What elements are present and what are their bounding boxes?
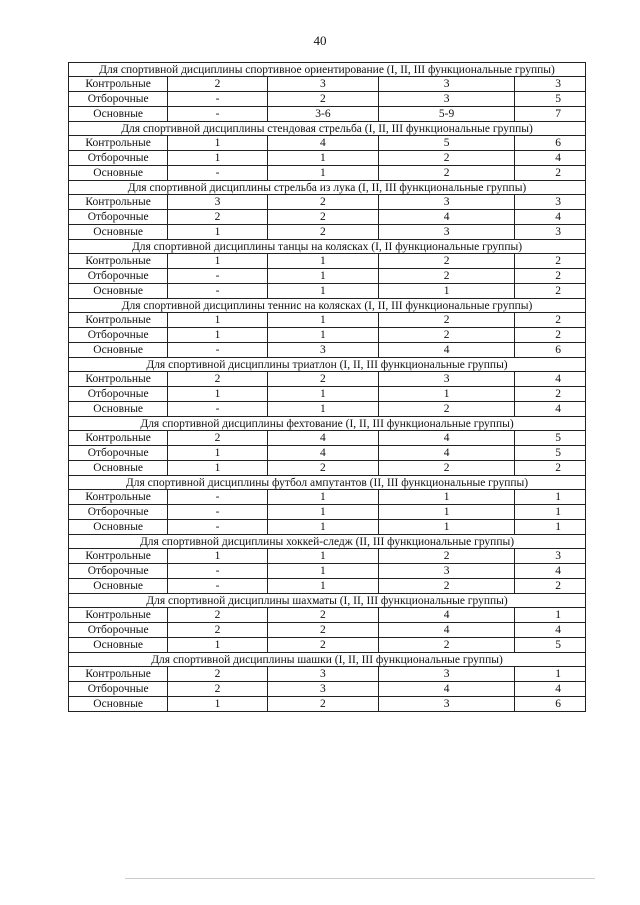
table-row: [69, 446, 586, 461]
table-cell: 2: [168, 623, 267, 638]
table-cell: 5: [514, 431, 585, 446]
table-cell: 1: [267, 313, 379, 328]
table-row: [69, 328, 586, 343]
table-cell: 2: [168, 682, 267, 697]
table-cell: 6: [514, 697, 585, 712]
table-cell: -: [168, 343, 267, 358]
row-label: Основные: [69, 225, 168, 240]
table-row: [69, 682, 586, 697]
table-row: [69, 608, 586, 623]
table-cell: 1: [168, 549, 267, 564]
row-label: Контрольные: [69, 667, 168, 682]
table-cell: 1: [267, 284, 379, 299]
table-cell: 2: [267, 461, 379, 476]
table-cell: 1: [267, 254, 379, 269]
section-header-row: [69, 476, 586, 490]
section-title: Для спортивной дисциплины стендовая стрельба (I, II, III функциональные группы): [69, 122, 586, 136]
table-cell: -: [168, 284, 267, 299]
table-cell: 3: [379, 77, 515, 92]
table-cell: 1: [267, 490, 379, 505]
section-header-row: [69, 122, 586, 136]
section-title: Для спортивной дисциплины танцы на колясках (I, II функциональные группы): [69, 240, 586, 254]
table-cell: 1: [267, 387, 379, 402]
table-cell: 1: [168, 151, 267, 166]
row-label: Отборочные: [69, 505, 168, 520]
table-cell: 3: [168, 195, 267, 210]
table-cell: 4: [514, 210, 585, 225]
row-label: Основные: [69, 638, 168, 653]
table-row: [69, 667, 586, 682]
table-cell: 2: [379, 579, 515, 594]
table-cell: 1: [379, 490, 515, 505]
table-cell: 1: [267, 520, 379, 535]
table-cell: 1: [514, 505, 585, 520]
table-cell: 3: [514, 225, 585, 240]
section-header-row: [69, 299, 586, 313]
table-cell: 2: [168, 210, 267, 225]
row-label: Основные: [69, 579, 168, 594]
table-cell: 2: [379, 151, 515, 166]
table-row: [69, 284, 586, 299]
table-cell: 5: [514, 638, 585, 653]
row-label: Отборочные: [69, 328, 168, 343]
table-cell: 1: [267, 579, 379, 594]
table-cell: 4: [379, 623, 515, 638]
table-cell: 1: [168, 638, 267, 653]
row-label: Контрольные: [69, 195, 168, 210]
table-cell: 3: [379, 195, 515, 210]
row-label: Отборочные: [69, 269, 168, 284]
table-cell: 4: [514, 682, 585, 697]
table-cell: 3: [379, 92, 515, 107]
section-title: Для спортивной дисциплины триатлон (I, II, III функциональные группы): [69, 358, 586, 372]
row-label: Отборочные: [69, 210, 168, 225]
row-label: Контрольные: [69, 490, 168, 505]
table-row: [69, 210, 586, 225]
table-cell: 4: [379, 343, 515, 358]
table-row: [69, 520, 586, 535]
table-row: [69, 136, 586, 151]
table-cell: 1: [514, 490, 585, 505]
row-label: Отборочные: [69, 564, 168, 579]
table-cell: 5-9: [379, 107, 515, 122]
table-cell: 1: [168, 328, 267, 343]
table-cell: -: [168, 107, 267, 122]
table-cell: 1: [514, 608, 585, 623]
table-row: [69, 313, 586, 328]
row-label: Отборочные: [69, 92, 168, 107]
table-cell: 1: [267, 505, 379, 520]
table-body: [69, 63, 586, 712]
table-cell: 2: [514, 254, 585, 269]
table-cell: -: [168, 564, 267, 579]
table-cell: -: [168, 269, 267, 284]
table-cell: 4: [379, 446, 515, 461]
table-row: [69, 343, 586, 358]
table-cell: 1: [379, 387, 515, 402]
table-cell: 2: [514, 284, 585, 299]
section-header-row: [69, 417, 586, 431]
table-cell: 2: [379, 166, 515, 181]
table-cell: 1: [168, 446, 267, 461]
table-cell: 2: [379, 254, 515, 269]
section-header-row: [69, 240, 586, 254]
table-cell: 2: [267, 195, 379, 210]
table-row: [69, 579, 586, 594]
row-label: Контрольные: [69, 549, 168, 564]
table-row: [69, 77, 586, 92]
table-cell: 2: [514, 313, 585, 328]
table-row: [69, 107, 586, 122]
table-cell: 1: [267, 402, 379, 417]
table-cell: 1: [168, 136, 267, 151]
table-cell: 2: [514, 328, 585, 343]
table-row: [69, 195, 586, 210]
table-cell: 4: [267, 431, 379, 446]
table-cell: 2: [267, 623, 379, 638]
table-cell: 1: [267, 549, 379, 564]
table-cell: 5: [379, 136, 515, 151]
table-cell: 3: [379, 564, 515, 579]
section-header-row: [69, 181, 586, 195]
table-cell: 6: [514, 136, 585, 151]
table-cell: 4: [379, 210, 515, 225]
table-row: [69, 151, 586, 166]
table-row: [69, 564, 586, 579]
row-label: Отборочные: [69, 682, 168, 697]
table-cell: 4: [379, 431, 515, 446]
table-row: [69, 638, 586, 653]
table-cell: 2: [168, 372, 267, 387]
table-row: [69, 431, 586, 446]
row-label: Контрольные: [69, 136, 168, 151]
table-cell: 1: [267, 151, 379, 166]
table-cell: 3: [267, 343, 379, 358]
row-label: Отборочные: [69, 387, 168, 402]
table-cell: 3-6: [267, 107, 379, 122]
scan-artifact-line: [125, 878, 595, 879]
section-title: Для спортивной дисциплины шашки (I, II, III функциональные группы): [69, 653, 586, 667]
table-cell: 3: [514, 549, 585, 564]
table-cell: -: [168, 520, 267, 535]
row-label: Основные: [69, 697, 168, 712]
table-cell: 2: [379, 461, 515, 476]
table-cell: 4: [514, 372, 585, 387]
row-label: Отборочные: [69, 446, 168, 461]
table-cell: 4: [267, 446, 379, 461]
table-cell: 7: [514, 107, 585, 122]
section-title: Для спортивной дисциплины стрельба из лука (I, II, III функциональные группы): [69, 181, 586, 195]
table-cell: 2: [267, 92, 379, 107]
table-cell: -: [168, 92, 267, 107]
section-header-row: [69, 535, 586, 549]
table-cell: 2: [267, 372, 379, 387]
table-cell: 1: [514, 520, 585, 535]
table-cell: 2: [379, 269, 515, 284]
table-row: [69, 254, 586, 269]
table-cell: 2: [168, 77, 267, 92]
table-cell: 4: [514, 402, 585, 417]
table-cell: 3: [379, 225, 515, 240]
row-label: Отборочные: [69, 623, 168, 638]
section-header-row: [69, 653, 586, 667]
row-label: Контрольные: [69, 372, 168, 387]
table-row: [69, 166, 586, 181]
table-cell: 1: [379, 284, 515, 299]
table-cell: 3: [379, 372, 515, 387]
table-row: [69, 387, 586, 402]
section-title: Для спортивной дисциплины фехтование (I, II, III функциональные группы): [69, 417, 586, 431]
table-cell: 2: [379, 328, 515, 343]
table-row: [69, 549, 586, 564]
table-cell: 3: [267, 77, 379, 92]
table-cell: 1: [267, 564, 379, 579]
table-cell: 3: [514, 77, 585, 92]
table-cell: 1: [379, 520, 515, 535]
table-cell: 4: [379, 608, 515, 623]
table-cell: 2: [267, 225, 379, 240]
table-cell: 2: [168, 608, 267, 623]
table-cell: 2: [267, 608, 379, 623]
table-cell: 2: [168, 431, 267, 446]
table-cell: 4: [514, 151, 585, 166]
table-cell: 2: [514, 579, 585, 594]
table-cell: 1: [168, 254, 267, 269]
table-row: [69, 697, 586, 712]
section-header-row: [69, 358, 586, 372]
section-title: Для спортивной дисциплины спортивное ориентирование (I, II, III функциональные группы): [69, 63, 586, 77]
table-cell: 2: [267, 697, 379, 712]
table-cell: 1: [168, 387, 267, 402]
row-label: Основные: [69, 343, 168, 358]
row-label: Основные: [69, 520, 168, 535]
table-cell: 1: [168, 225, 267, 240]
table-cell: 6: [514, 343, 585, 358]
table-cell: 1: [267, 269, 379, 284]
table-cell: 2: [267, 210, 379, 225]
section-title: Для спортивной дисциплины шахматы (I, II, III функциональные группы): [69, 594, 586, 608]
table-row: [69, 490, 586, 505]
table-cell: 1: [267, 328, 379, 343]
table-cell: 3: [267, 682, 379, 697]
table-row: [69, 461, 586, 476]
row-label: Основные: [69, 402, 168, 417]
table-cell: 1: [168, 461, 267, 476]
table-row: [69, 505, 586, 520]
table-cell: 1: [168, 697, 267, 712]
table-cell: 1: [168, 313, 267, 328]
table-row: [69, 402, 586, 417]
table-cell: 4: [514, 564, 585, 579]
table-cell: 1: [267, 166, 379, 181]
table-cell: 2: [379, 402, 515, 417]
table-cell: 5: [514, 92, 585, 107]
page-number: 40: [313, 33, 327, 48]
table-cell: 2: [267, 638, 379, 653]
row-label: Контрольные: [69, 313, 168, 328]
section-header-row: [69, 594, 586, 608]
table-cell: 5: [514, 446, 585, 461]
row-label: Контрольные: [69, 254, 168, 269]
row-label: Основные: [69, 461, 168, 476]
table-cell: 2: [379, 638, 515, 653]
row-label: Контрольные: [69, 77, 168, 92]
row-label: Контрольные: [69, 608, 168, 623]
table-row: [69, 225, 586, 240]
row-label: Основные: [69, 284, 168, 299]
table-cell: 1: [514, 667, 585, 682]
row-label: Контрольные: [69, 431, 168, 446]
table-cell: -: [168, 505, 267, 520]
table-cell: 4: [379, 682, 515, 697]
competitions-table: [68, 62, 586, 712]
table-cell: 2: [514, 269, 585, 284]
table-cell: -: [168, 166, 267, 181]
table-cell: 2: [514, 387, 585, 402]
table-cell: 4: [267, 136, 379, 151]
table-cell: 2: [168, 667, 267, 682]
table-cell: -: [168, 579, 267, 594]
section-header-row: [69, 63, 586, 77]
table-row: [69, 372, 586, 387]
table-row: [69, 269, 586, 284]
table-cell: 3: [379, 697, 515, 712]
table-cell: -: [168, 490, 267, 505]
table-cell: 3: [379, 667, 515, 682]
table-cell: 4: [514, 623, 585, 638]
table-cell: 2: [379, 313, 515, 328]
table-cell: 3: [267, 667, 379, 682]
row-label: Отборочные: [69, 151, 168, 166]
section-title: Для спортивной дисциплины хоккей-следж (II, III функциональные группы): [69, 535, 586, 549]
row-label: Основные: [69, 166, 168, 181]
section-title: Для спортивной дисциплины теннис на колясках (I, II, III функциональные группы): [69, 299, 586, 313]
table-cell: 1: [379, 505, 515, 520]
table-cell: 2: [379, 549, 515, 564]
table-row: [69, 623, 586, 638]
table-cell: 2: [514, 166, 585, 181]
table-row: [69, 92, 586, 107]
table-cell: 2: [514, 461, 585, 476]
row-label: Основные: [69, 107, 168, 122]
section-title: Для спортивной дисциплины футбол ампутантов (II, III функциональные группы): [69, 476, 586, 490]
table-cell: -: [168, 402, 267, 417]
table-cell: 3: [514, 195, 585, 210]
